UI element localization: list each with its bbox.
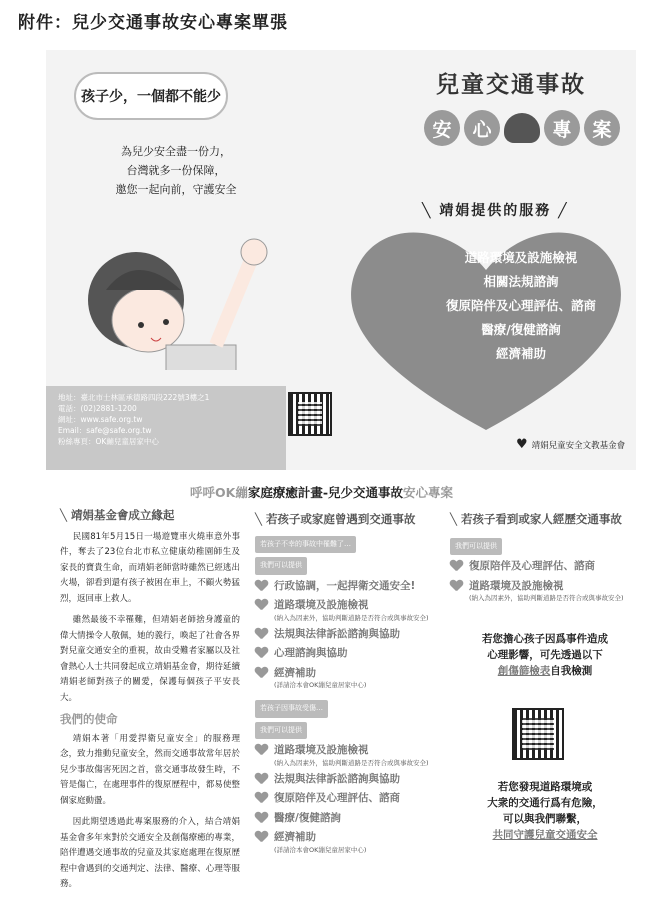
slogan-bubble: 孩子少，一個都不能少 xyxy=(74,72,228,120)
paragraph: 因此期望透過此專案服務的介入，結合靖娟基金會多年來對於交通安全及創傷療癒的專業，陪伴遭遇交通事故的兒童及其家庭處理在復原歷程中會遇到的交通判定、法律、醫療、心理等服務。 xyxy=(60,817,240,889)
heart-icon xyxy=(255,812,268,824)
contact-line: 網址：www.safe.org.tw xyxy=(58,415,143,424)
chip: 我們可以提供 xyxy=(255,722,307,740)
program-title: 呼呼OK繃家庭療癒計畫-兒少交通事故安心專案 xyxy=(190,485,454,500)
paragraph: 靖娟本著「用愛捍衛兒童安全」的服務理念，致力推動兒童安全，然而交通事故常年居於兒少事故傷害死因之首，當交通事故發生時，不管是傷亡，在處理事件的復原歷程中，都易使整個家庭動盪。 xyxy=(60,733,240,806)
heart-icon xyxy=(255,792,268,804)
service-row: 道路環境及設施檢視 (納入為因素外，協助判斷道路是否符合或與事故安全) xyxy=(450,579,640,604)
service-item: 道路環境及設施檢視 xyxy=(464,250,578,265)
chip: 我們可以提供 xyxy=(450,538,502,556)
foundation-logo: ♥ 靖娟兒童安全文教基金會 xyxy=(516,437,626,452)
poster-subtitle xyxy=(424,110,620,146)
qr-code-icon[interactable] xyxy=(512,708,564,760)
service-row: 經濟補助 (詳請洽本會OK繃兒童居家中心) xyxy=(255,666,440,691)
contact-line: 地址：臺北市士林區承德路四段222號3樓之1 xyxy=(58,393,210,402)
report-text: 若您發現道路環境或 大衆的交通行爲有危險， 可以與我們聯繫， 共同守護兒童交通安全 xyxy=(450,779,640,843)
column-accident xyxy=(255,512,440,859)
chip: 若孩子不幸的事故中罹難了… xyxy=(255,536,356,554)
service-row: 法規與法律訴訟諮詢與協助 xyxy=(255,627,440,643)
service-item: 復原陪伴及心理評估、諮商 xyxy=(445,298,596,313)
section-heading: ╲ 若孩子或家庭曾遇到交通事故 xyxy=(255,512,416,526)
contact-panel xyxy=(46,386,286,470)
heart-icon xyxy=(255,667,268,679)
column-witness xyxy=(450,512,640,843)
chip: 我們可以提供 xyxy=(255,557,307,575)
service-row: 復原陪伴及心理評估、諮商 xyxy=(255,791,440,807)
service-row: 復原陪伴及心理評估、諮商 xyxy=(450,559,640,575)
service-row: 經濟補助 (詳請洽本會OK繃兒童居家中心) xyxy=(255,830,440,855)
section-heading: ╲ 若孩子看到或家人經歷交通事故 xyxy=(450,512,622,526)
section-heading: ╲ 靖娟基金會成立緣起 xyxy=(60,508,175,522)
pledge-line: 台灣就多一份保障， xyxy=(126,164,226,177)
service-row: 道路環境及設施檢視 (納入為因素外，協助判斷道路是否符合或與事故安全) xyxy=(255,743,440,768)
pledge-line: 為兒少安全盡一份力， xyxy=(121,145,231,158)
services-list xyxy=(416,246,626,366)
subtitle-char: 心 xyxy=(464,110,500,146)
trauma-screening-link[interactable]: 創傷篩檢表 xyxy=(497,665,551,677)
service-row: 行政協調，一起捍衛交通安全! xyxy=(255,579,440,595)
service-row: 道路環境及設施檢視 (納入為因素外，協助判斷道路是否符合或與事故安全) xyxy=(255,598,440,623)
attachment-title: 附件：兒少交通事故安心專案單張 xyxy=(18,13,288,33)
pledge-line: 邀您一起向前，守護安全 xyxy=(115,183,237,196)
subtitle-char: 專 xyxy=(544,110,580,146)
column-origin xyxy=(60,508,240,899)
heart-icon xyxy=(255,773,268,785)
worry-text: 若您擔心孩子因爲事件造成 心理影響，可先透過以下 創傷篩檢表自我檢測 xyxy=(482,633,608,677)
heart-icon xyxy=(450,560,463,572)
service-row: 法規與法律訴訟諮詢與協助 xyxy=(255,772,440,788)
qr-code-icon[interactable] xyxy=(288,392,332,436)
contact-line: 粉絲專頁：OK繃兒童居家中心 xyxy=(58,437,159,446)
contact-line: Email：safe@safe.org.tw xyxy=(58,426,152,435)
service-item: 醫療/復健諮詢 xyxy=(481,322,561,337)
heart-icon xyxy=(255,744,268,756)
heart-icon xyxy=(255,831,268,843)
paragraph: 雖然最後不幸罹難，但靖娟老師捨身護童的偉大情操令人敬佩，她的義行，喚起了社會各界對兒童交通安全的重視，故由受難者家屬以及社會熱心人士共同發起成立靖娟基金會，期待延續靖娟老師對孩子的關愛，保護每個孩子平安長大。 xyxy=(60,615,240,703)
subtitle-char: 案 xyxy=(584,110,620,146)
pledge-text xyxy=(96,142,256,199)
heart-icon xyxy=(255,647,268,659)
heart-icon xyxy=(450,580,463,592)
mission-heading: 我們的使命 xyxy=(60,712,118,726)
service-row: 心理諮詢與協助 xyxy=(255,646,440,662)
heart-icon xyxy=(255,599,268,611)
service-row: 醫療/復健諮詢 xyxy=(255,811,440,827)
heart-logo-icon: ♥ xyxy=(516,437,528,452)
child-illustration xyxy=(66,220,276,370)
heart-icon xyxy=(255,580,268,592)
contact-line: 電話：(02)2881-1200 xyxy=(58,404,137,413)
service-item: 相關法規諮詢 xyxy=(483,274,559,289)
paragraph: 民國81年5月15日一場遊覽車火燒車意外事件，奪去了23位台北市私立健康幼稚園師生及家長的寶貴生命，而靖娟老師當時雖然已經逃出火場，卻看到還有孩子被困在車上，不顧火勢猛烈，返回車上救人。 xyxy=(60,531,240,604)
poster-title: 兒童交通事故 xyxy=(436,72,586,98)
child-face-icon xyxy=(504,113,540,143)
services-heading: ╲ 靖娟提供的服務 ╱ xyxy=(422,203,569,219)
service-item: 經濟補助 xyxy=(495,346,546,361)
guard-safety-link[interactable]: 共同守護兒童交通安全 xyxy=(492,829,598,841)
poster xyxy=(46,50,636,470)
chip: 若孩子因事故受傷… xyxy=(255,700,328,718)
subtitle-char: 安 xyxy=(424,110,460,146)
heart-icon xyxy=(255,628,268,640)
